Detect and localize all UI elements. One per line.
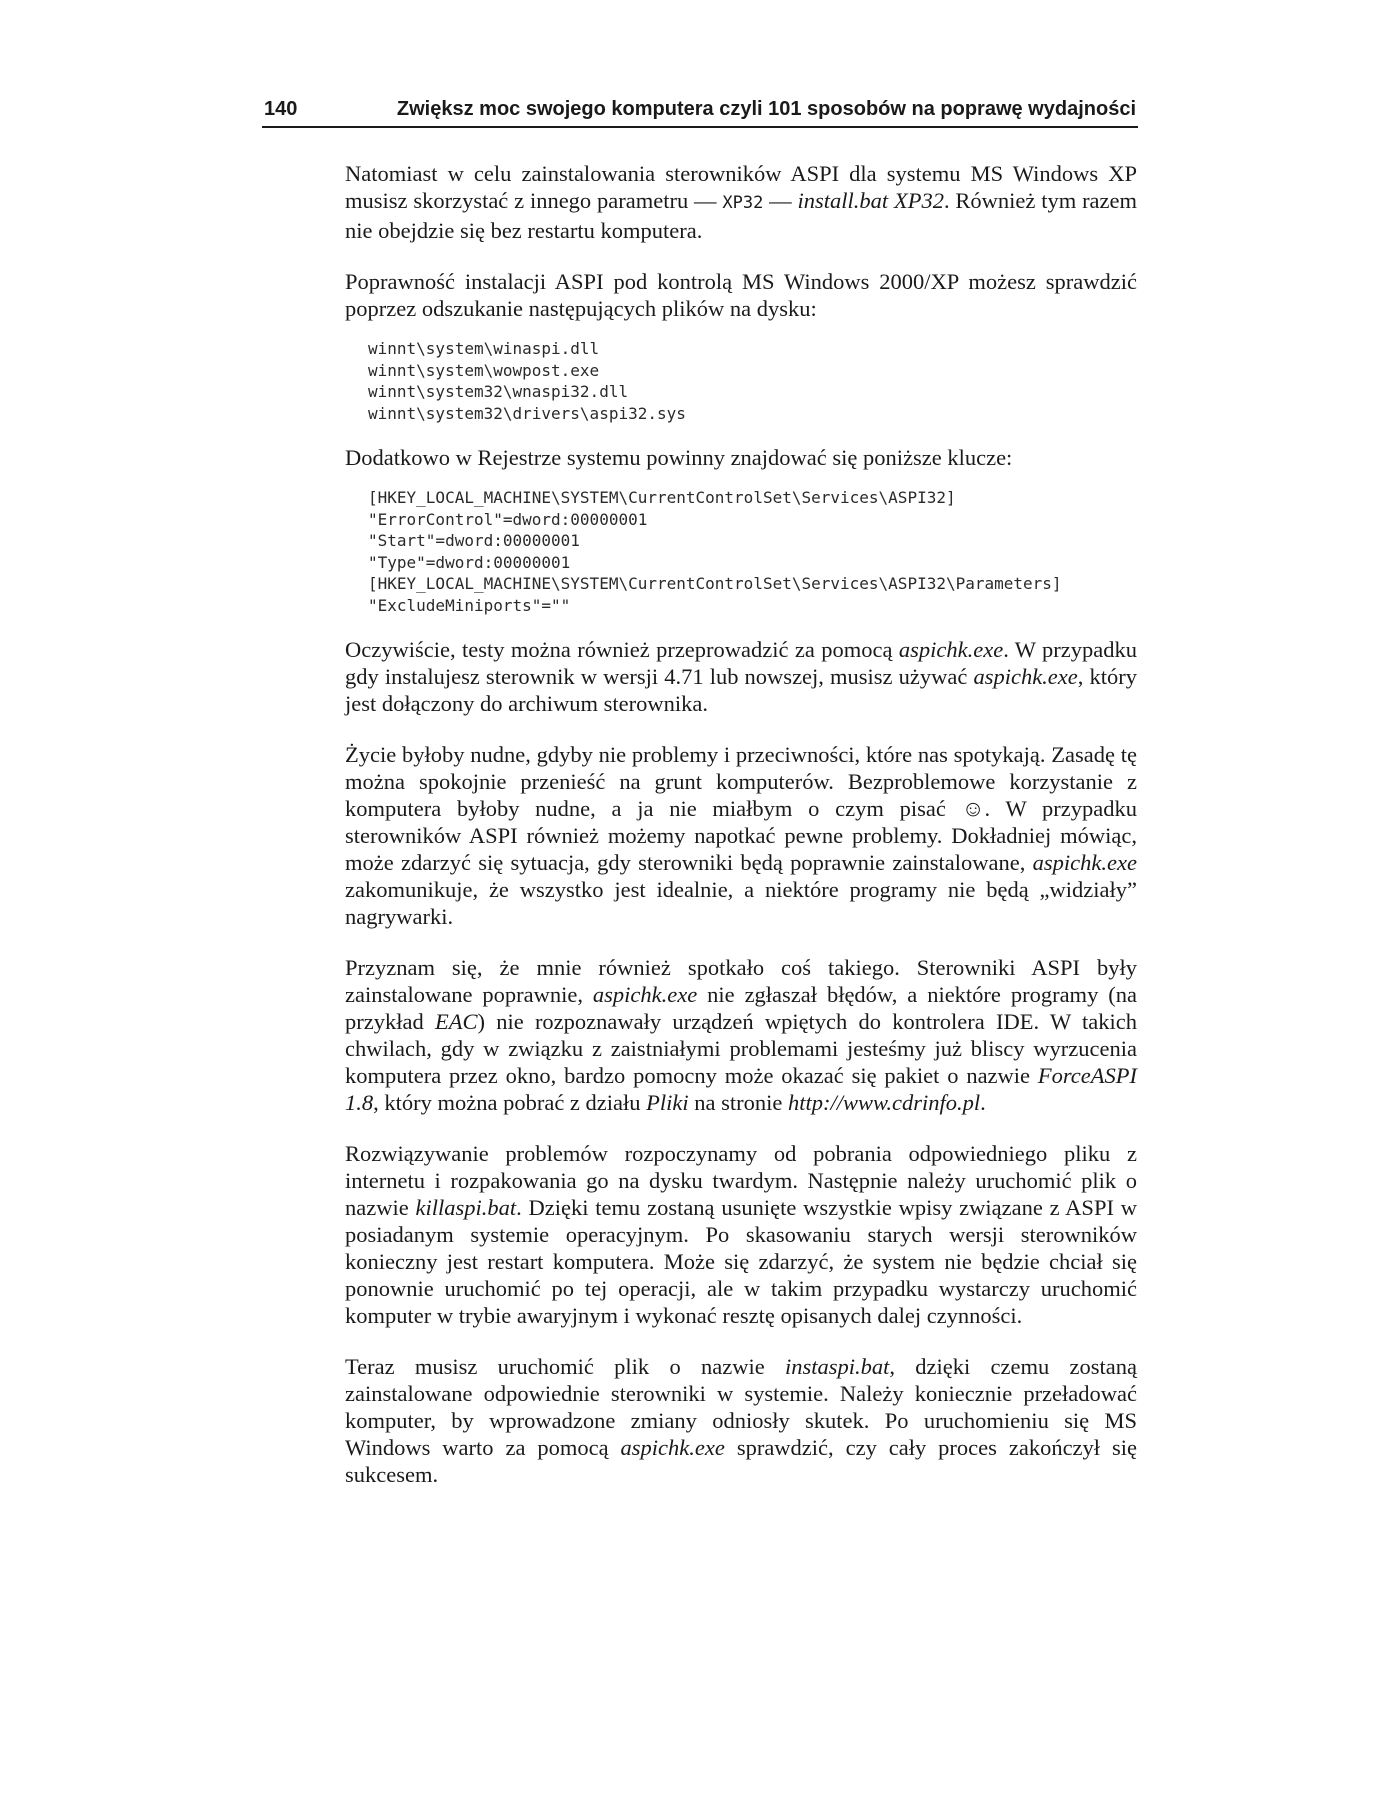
paragraph-xp32-install: [345, 160, 1137, 244]
paragraph-killaspi: [345, 1140, 1137, 1329]
inline-filename: aspichk.exe: [973, 664, 1078, 689]
text-run: . Również tym razem nie obejdzie się bez restartu komputera.: [345, 188, 1138, 243]
page-body: [345, 160, 1137, 1512]
code-line: [HKEY_LOCAL_MACHINE\SYSTEM\CurrentControlSet\Services\ASPI32\Parameters]: [368, 574, 1062, 593]
text-run: . Dzięki temu zostaną usunięte wszystkie wpisy związane z ASPI w posiadanym systemie operacyjnym. Po skasowaniu starych wersji sterowników konieczny jest restart komputera. Może się zdarzyć, że system nie będzie chciał się ponownie uruchomić po tej operacji, ale w takim przypadku wystarczy uruchomić komputer w trybie awaryjnym i wykonać resztę opisanych dalej czynności.: [345, 1195, 1137, 1328]
inline-filename: instaspi.bat: [784, 1354, 890, 1379]
inline-filename: aspichk.exe: [898, 637, 1004, 662]
paragraph-aspichk: [345, 636, 1137, 717]
paragraph-registry-intro: Dodatkowo w Rejestrze systemu powinny znajdować się poniższe klucze:: [345, 445, 1013, 470]
text-run: Życie byłoby nudne, gdyby nie problemy i przeciwności, które nas spotykają. Zasadę tę można spokojnie przenieść na grunt komputerów. Bezproblemowe korzystanie z komputera byłoby nudne, a ja nie miałbym o czym pisać ☺. W przypadku sterowników ASPI również możemy napotkać pewne problemy. Dokładniej mówiąc, może zdarzyć się sytuacja, gdy sterowniki będą poprawnie zainstalowane,: [345, 742, 1137, 875]
text-run: nie zgłaszał błędów, a niektóre programy (na przykład: [345, 982, 1137, 1034]
running-title: Zwiększ moc swojego komputera czyli 101 sposobów na poprawę wydajności: [396, 98, 1136, 120]
text-run: ) nie rozpoznawały urządzeń wpiętych do kontrolera IDE. W takich chwilach, gdy w związku z zaistniałymi problemami jesteśmy już bliscy wyrzucenia komputera przez okno, bardzo pomocny może okazać się pakiet o nazwie: [345, 1009, 1137, 1088]
text-run: .: [980, 1090, 986, 1115]
code-line: winnt\system\wowpost.exe: [368, 360, 600, 380]
code-block-registry: [368, 487, 1137, 616]
inline-program-name: ForceASPI 1.8: [345, 1063, 1137, 1115]
code-line: "ErrorControl"=dword:00000001: [368, 509, 648, 529]
code-line: winnt\system32\drivers\aspi32.sys: [368, 403, 686, 423]
inline-filename: killaspi.bat: [415, 1195, 517, 1220]
code-line: "Type"=dword:00000001: [368, 552, 571, 572]
inline-program-name: EAC: [434, 1009, 478, 1034]
code-line: winnt\system\winaspi.dll: [368, 339, 600, 358]
code-line: winnt\system32\wnaspi32.dll: [368, 382, 629, 401]
text-run: —: [763, 188, 798, 213]
paragraph-problems: [345, 741, 1137, 930]
text-run: na stronie: [688, 1090, 788, 1115]
inline-filename: aspichk.exe: [592, 982, 698, 1007]
text-run: Rozwiązywanie problemów rozpoczynamy od pobrania odpowiedniego pliku z internetu i rozpakowania go na dysku twardym. Następnie należy uruchomić plik o nazwie: [345, 1141, 1137, 1220]
paragraph-verify-install: Poprawność instalacji ASPI pod kontrolą MS Windows 2000/XP możesz sprawdzić poprzez odszukanie następujących plików na dysku:: [345, 269, 1137, 321]
inline-code: XP32: [722, 193, 764, 213]
inline-filename: aspichk.exe: [1032, 850, 1137, 875]
text-run: sprawdzić, czy cały proces zakończył się sukcesem.: [345, 1435, 1137, 1487]
code-line: "Start"=dword:00000001: [368, 531, 580, 550]
inline-section-name: Pliki: [646, 1090, 689, 1115]
text-run: Teraz musisz uruchomić plik o nazwie: [345, 1354, 785, 1379]
text-run: , który można pobrać z działu: [373, 1090, 647, 1115]
text-run: Oczywiście, testy można również przeprowadzić za pomocą: [345, 637, 899, 662]
text-run: , który jest dołączony do archiwum sterownika.: [345, 664, 1138, 716]
text-run: . W przypadku gdy instalujesz sterownik w wersji 4.71 lub nowszej, musisz używać: [345, 637, 1137, 689]
inline-url: http://www.cdrinfo.pl: [788, 1090, 981, 1115]
inline-command: install.bat XP32: [797, 188, 944, 213]
text-run: zakomunikuje, że wszystko jest idealnie, a niektóre programy nie będą „widziały” nagrywarki.: [345, 877, 1137, 929]
inline-filename: aspichk.exe: [620, 1435, 725, 1460]
text-run: , dzięki czemu zostaną zainstalowane odpowiednie sterowniki w systemie. Należy koniecznie przeładować komputer, by wprowadzone zmiany odniosły skutek. Po uruchomieniu się MS Windows warto za pomocą: [345, 1354, 1138, 1460]
page-number: 140: [264, 98, 298, 120]
page-header: [262, 96, 1138, 128]
paragraph-instaspi: [345, 1353, 1137, 1488]
text-run: Natomiast w celu zainstalowania sterowników ASPI dla systemu MS Windows XP musisz skorzystać z innego parametru —: [345, 161, 1137, 213]
paragraph-forceaspi: [345, 954, 1137, 1116]
text-run: Przyznam się, że mnie również spotkało coś takiego. Sterowniki ASPI były zainstalowane poprawnie,: [345, 955, 1137, 1007]
code-block-files: [368, 338, 1137, 424]
code-line: "ExcludeMiniports"="": [368, 595, 571, 615]
code-line: [HKEY_LOCAL_MACHINE\SYSTEM\CurrentControlSet\Services\ASPI32]: [368, 488, 956, 507]
